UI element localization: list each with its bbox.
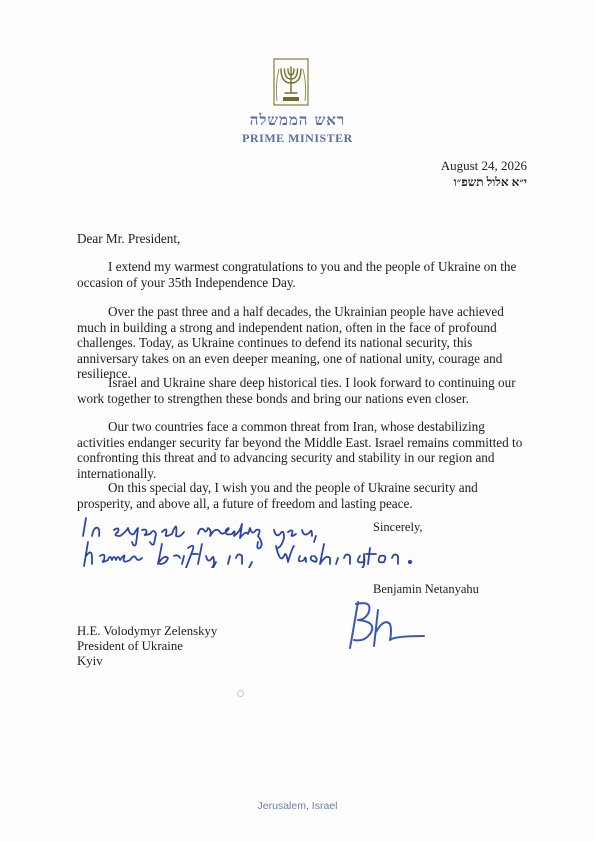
paper-mark: [237, 690, 244, 697]
letterhead-english-title: PRIME MINISTER: [242, 131, 353, 145]
menorah-emblem-icon: [271, 57, 311, 111]
salutation: Dear Mr. President,: [77, 231, 181, 246]
paragraph-1: I extend my warmest congratulations to you and the people of Ukraine on the occasion of your 35th Independence Day.: [77, 259, 517, 290]
letter-date-hebrew: י״א אלול תשפ״ו: [453, 175, 527, 189]
paragraph-3: Israel and Ukraine share deep historical ties. I look forward to continuing our work together to strengthen these bonds and bring our nations even closer.: [77, 375, 516, 406]
letter-date: August 24, 2026: [440, 158, 527, 173]
letterhead-hebrew-title: ראש הממשלה: [249, 111, 346, 129]
signature: [344, 596, 428, 652]
signer-name: Benjamin Netanyahu: [373, 582, 479, 596]
recipient-title: President of Ukraine: [77, 639, 183, 653]
closing: Sincerely,: [373, 520, 423, 534]
recipient-name: H.E. Volodymyr Zelenskyy: [77, 624, 218, 638]
handwritten-note: [80, 508, 440, 568]
paragraph-5: On this special day, I wish you and the people of Ukraine security and prosperity, and above all, a future of freedom and lasting peace.: [77, 480, 478, 511]
paragraph-2: Over the past three and a half decades, the Ukrainian people have achieved much in building a strong and independent nation, often in the face of profound challenges. Today, as Ukraine continues to defend its national security, this anniversary takes on an even deeper meaning, one of national unity, courage and resilience.: [77, 304, 504, 382]
footer-location: Jerusalem, Israel: [257, 800, 338, 812]
recipient-city: Kyiv: [77, 654, 103, 668]
paragraph-4: Our two countries face a common threat from Iran, whose destabilizing activities endanger security far beyond the Middle East. Israel remains committed to confronting this threat and to advancing security and stability in our region and internationally.: [77, 419, 523, 481]
